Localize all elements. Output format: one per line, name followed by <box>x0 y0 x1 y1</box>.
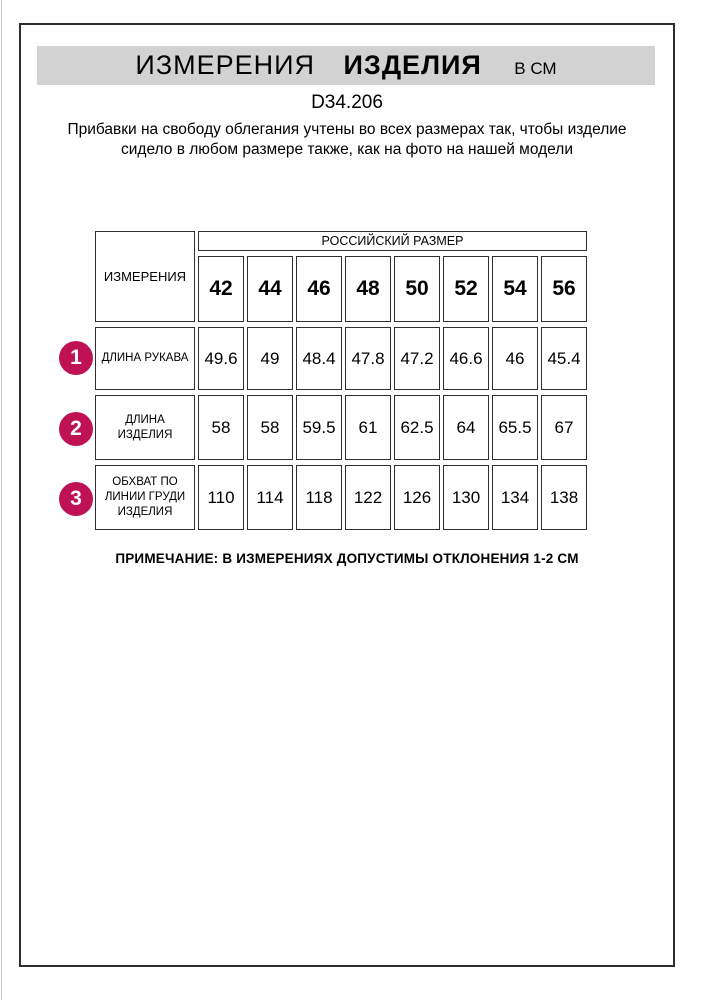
fit-description <box>20 120 674 161</box>
size-header-56: 56 <box>541 256 587 322</box>
cell-value: 59.5 <box>296 395 342 460</box>
cell-value: 114 <box>247 465 293 530</box>
title-measurements: ИЗМЕРЕНИЯ <box>135 50 316 80</box>
size-header-54: 54 <box>492 256 538 322</box>
cell-value: 48.4 <box>296 327 342 390</box>
title-units: В СМ <box>514 59 557 78</box>
page-edge-line <box>1 0 2 1000</box>
cell-value: 61 <box>345 395 391 460</box>
cell-value: 58 <box>198 395 244 460</box>
measurements-column-header: ИЗМЕРЕНИЯ <box>95 231 195 322</box>
cell-value: 49.6 <box>198 327 244 390</box>
measurements-table <box>92 226 590 535</box>
cell-value: 49 <box>247 327 293 390</box>
size-header-42: 42 <box>198 256 244 322</box>
table-row-sleeve-length <box>95 327 587 390</box>
row-label-garment-length: ДЛИНА ИЗДЕЛИЯ <box>95 395 195 460</box>
size-header-50: 50 <box>394 256 440 322</box>
table-row-garment-length <box>95 395 587 460</box>
cell-value: 65.5 <box>492 395 538 460</box>
title-garment: ИЗДЕЛИЯ <box>343 50 482 80</box>
fit-description-text: Прибавки на свободу облегания учтены во всех размерах так, чтобы изделие сидело в любом размере также, как на фото на нашей модели <box>67 121 627 159</box>
cell-value: 47.2 <box>394 327 440 390</box>
cell-value: 62.5 <box>394 395 440 460</box>
table-row-chest-girth <box>95 465 587 530</box>
cell-value: 122 <box>345 465 391 530</box>
title-bar <box>37 46 655 85</box>
cell-value: 126 <box>394 465 440 530</box>
row-label-sleeve-length: ДЛИНА РУКАВА <box>95 327 195 390</box>
russian-size-header: РОССИЙСКИЙ РАЗМЕР <box>198 231 587 251</box>
cell-value: 130 <box>443 465 489 530</box>
tolerance-note: ПРИМЕЧАНИЕ: В ИЗМЕРЕНИЯХ ДОПУСТИМЫ ОТКЛОНЕНИЯ 1-2 СМ <box>115 551 579 566</box>
cell-value: 110 <box>198 465 244 530</box>
row-number-badge-3: 3 <box>59 482 93 516</box>
cell-value: 45.4 <box>541 327 587 390</box>
cell-value: 64 <box>443 395 489 460</box>
cell-value: 58 <box>247 395 293 460</box>
cell-value: 46.6 <box>443 327 489 390</box>
row-number-badge-2: 2 <box>59 412 93 446</box>
size-header-48: 48 <box>345 256 391 322</box>
cell-value: 138 <box>541 465 587 530</box>
size-header-44: 44 <box>247 256 293 322</box>
style-code: D34.206 <box>311 92 383 113</box>
row-number-badge-1: 1 <box>59 341 93 375</box>
size-header-52: 52 <box>443 256 489 322</box>
row-label-chest-girth: ОБХВАТ ПО ЛИНИИ ГРУДИ ИЗДЕЛИЯ <box>95 465 195 530</box>
cell-value: 46 <box>492 327 538 390</box>
cell-value: 134 <box>492 465 538 530</box>
cell-value: 67 <box>541 395 587 460</box>
size-header-46: 46 <box>296 256 342 322</box>
cell-value: 47.8 <box>345 327 391 390</box>
cell-value: 118 <box>296 465 342 530</box>
